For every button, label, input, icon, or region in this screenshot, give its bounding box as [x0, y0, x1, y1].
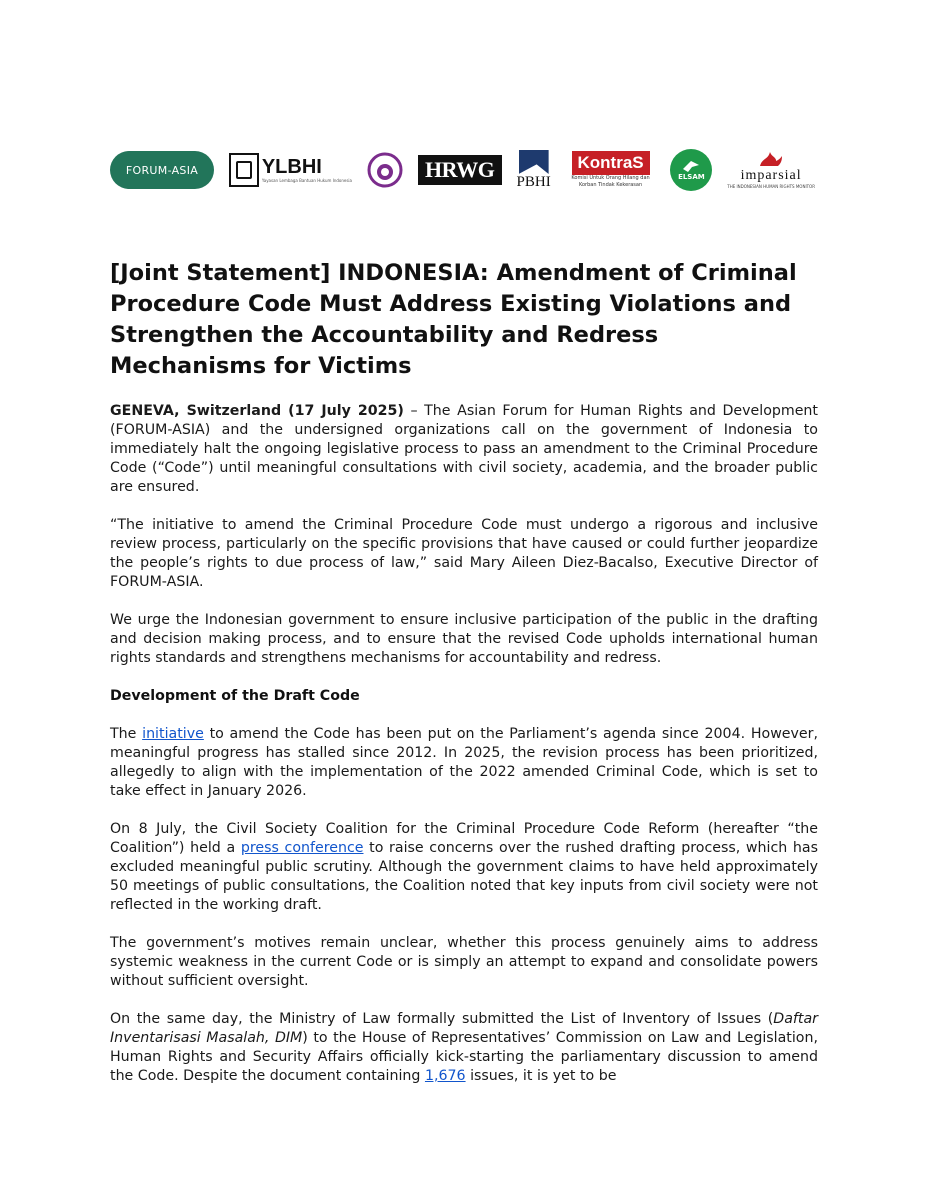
ylbhi-logo-tagline: Yayasan Lembaga Bantuan Hukum Indonesia: [261, 178, 352, 183]
paragraph-intro: [110, 402, 818, 497]
imparsial-logo: [727, 150, 815, 190]
dateline: GENEVA, Switzerland (17 July 2025): [110, 403, 404, 419]
paragraph-motives: The government’s motives remain unclear, whether this process genuinely aims to address systemic weakness in the current Code or is simply an attempt to expand and consolidate powers without sufficient oversight.: [110, 935, 818, 989]
p7-before: On the same day, the Ministry of Law formally submitted the List of Inventory of Issues (: [110, 1011, 774, 1027]
paragraph-quote: “The initiative to amend the Criminal Procedure Code must undergo a rigorous and inclusive review process, particularly on the specific provisions that have caused or could further jeopardize the people’s rights to due process of law,” said Mary Aileen Diez-Bacalso, Executive Director of FORUM-ASIA.: [110, 517, 818, 590]
paragraph-initiative: [110, 725, 818, 801]
scales-icon: [229, 153, 259, 187]
partner-logos-row: [110, 140, 815, 200]
elsam-logo: [670, 149, 712, 191]
pbhi-logo-text: PBHI: [516, 174, 551, 190]
imparsial-logo-tagline: THE INDONESIAN HUMAN RIGHTS MONITOR: [727, 184, 815, 189]
paragraph-coalition: [110, 820, 818, 915]
paragraph-ministry: [110, 1010, 818, 1086]
paragraph-urge: We urge the Indonesian government to ensure inclusive participation of the public in the drafting and decision making process, and to ensure that the revised Code upholds international human rights standards and strengthens mechanisms for accountability and redress.: [110, 612, 818, 666]
section-heading: Development of the Draft Code: [110, 688, 360, 704]
press-conference-link[interactable]: press conference: [240, 840, 364, 856]
hrwg-logo-text: HRWG: [425, 157, 495, 182]
p7-after: issues, it is yet to be: [465, 1068, 617, 1084]
bird-icon: [682, 159, 700, 173]
kontras-logo-text: KontraS: [572, 151, 650, 175]
hrwg-logo: [418, 155, 502, 185]
forum-asia-logo: [110, 151, 214, 189]
statement-body: [110, 258, 818, 1105]
imparsial-logo-text: imparsial: [740, 168, 802, 183]
p7-middle: ) to the House of Representatives’ Commission on Law and Legislation, Human Rights and Security Affairs officially kick-starting the parliamentary discussion to amend the Code. Despite the document containing: [110, 1030, 818, 1084]
purple-circle-logo: [367, 152, 403, 188]
p4-before: The: [110, 726, 143, 742]
pbhi-logo: [517, 150, 551, 190]
flame-icon: [756, 150, 786, 168]
pbhi-emblem-icon: [519, 150, 549, 174]
forum-asia-logo-text: FORUM-ASIA: [125, 163, 199, 177]
p4-after: to amend the Code has been put on the Parliament’s agenda since 2004. However, meaningful progress has stalled since 2012. In 2025, the revision process has been prioritized, allegedly to align with the implementation of the 2022 amended Criminal Code, which is set to take effect in January 2026.: [110, 726, 818, 799]
p5-before: On 8 July, the Civil Society Coalition for the Criminal Procedure Code Reform (hereafter “the Coalition”) held a: [110, 821, 818, 856]
statement-title: [Joint Statement] INDONESIA: Amendment of Criminal Procedure Code Must Address Existing Violations and Strengthen the Accountability and Redress Mechanisms for Victims: [110, 260, 797, 379]
kontras-logo-tagline: Komisi Untuk Orang Hilang dan Korban Tindak Kekerasan: [571, 175, 650, 188]
purple-circle-icon: [367, 152, 403, 188]
issues-count-link[interactable]: 1,676: [424, 1068, 466, 1084]
intro-text: – The Asian Forum for Human Rights and Development (FORUM-ASIA) and the undersigned organizations call on the government of Indonesia to immediately halt the ongoing legislative process to pass an amendment to the Criminal Procedure Code (“Code”) until meaningful consultations with civil society, academia, and the broader public are ensured.: [110, 403, 818, 495]
kontras-logo: [566, 151, 656, 189]
ylbhi-logo-text: YLBHI: [261, 156, 322, 178]
p5-after: to raise concerns over the rushed drafting process, which has excluded meaningful public scrutiny. Although the government claims to have held approximately 50 meetings of public consultations, the Coalition noted that key inputs from civil society were not reflected in the working draft.: [110, 840, 819, 913]
elsam-logo-text: ELSAM: [678, 173, 705, 181]
dim-term: Daftar Inventarisasi Masalah, DIM: [110, 1011, 818, 1046]
ylbhi-logo: [229, 153, 352, 187]
initiative-link[interactable]: initiative: [142, 726, 204, 742]
